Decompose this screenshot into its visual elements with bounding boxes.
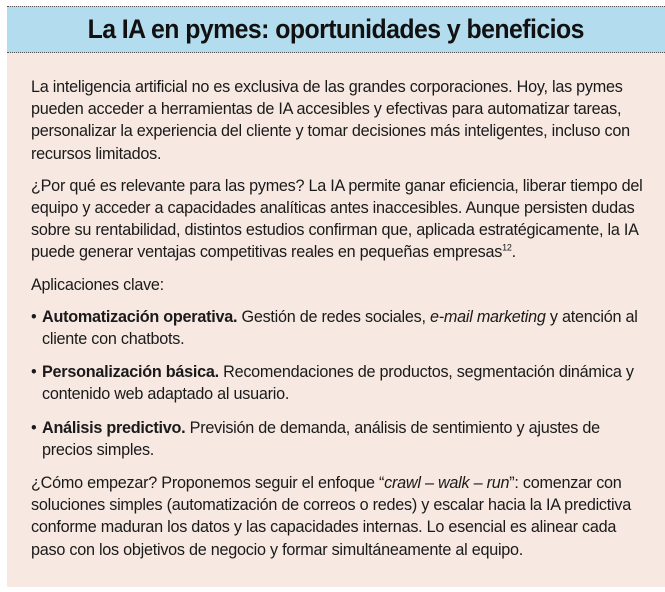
list-item: [31, 361, 651, 405]
bullet-icon: •: [31, 307, 37, 326]
intro-paragraph: La inteligencia artificial no es exclusiva de las grandes corporaciones. Hoy, las pymes pueden acceder a herramientas de IA accesibles y efectivas para automatizar tareas, personalizar la experiencia del cliente y tomar decisiones más inteligentes, incluso con recursos limitados.: [31, 78, 630, 163]
list-item: [31, 417, 651, 461]
start-text-end: ”: comenzar con soluciones simples (automatización de correos o redes) y escalar hacia la IA predictiva conforme maduran los datos y las capacidades internas. Lo esencial es alinear cada paso con los objetivos de negocio y formar simultáneamente al equipo.: [31, 474, 631, 559]
article-body: [31, 76, 651, 571]
list-item: [31, 306, 651, 350]
item-italic: e-mail marketing: [430, 307, 546, 326]
relevance-paragraph: [31, 175, 651, 264]
item-text: Recomendaciones de productos, segmentación dinámica y contenido web adaptado al usuario.: [42, 363, 634, 404]
start-text: ¿Cómo empezar? Proponemos seguir el enfoque “: [31, 474, 385, 493]
page-title: La IA en pymes: oportunidades y beneficios: [87, 14, 585, 44]
footnote-ref: 12: [502, 243, 512, 254]
item-title: Análisis predictivo.: [42, 418, 186, 437]
getting-started-paragraph: [31, 472, 651, 561]
relevance-end: .: [511, 243, 516, 262]
item-title: Automatización operativa.: [42, 307, 238, 326]
bullet-icon: •: [31, 418, 37, 437]
start-italic: crawl – walk – run: [384, 474, 510, 493]
item-text: y atención al cliente con chatbots.: [42, 307, 638, 349]
applications-heading: Aplicaciones clave:: [31, 275, 164, 294]
bullet-icon: •: [31, 363, 37, 382]
item-text: Gestión de redes sociales,: [237, 307, 430, 326]
relevance-text: ¿Por qué es relevante para las pymes? La IA permite ganar eficiencia, liberar tiempo del equipo y acceder a capacidades analíticas antes inaccesibles. Aunque persisten dudas sobre su rentabilidad, distintos estudios confirman que, aplicada estratégicamente, la IA puede generar ventajas competitivas reales en pequeñas empresas: [31, 176, 643, 262]
item-title: Personalización básica.: [42, 363, 219, 382]
applications-list: [31, 306, 651, 461]
title-banner: [7, 6, 665, 53]
item-text: Previsión de demanda, análisis de sentimiento y ajustes de precios simples.: [42, 418, 600, 459]
